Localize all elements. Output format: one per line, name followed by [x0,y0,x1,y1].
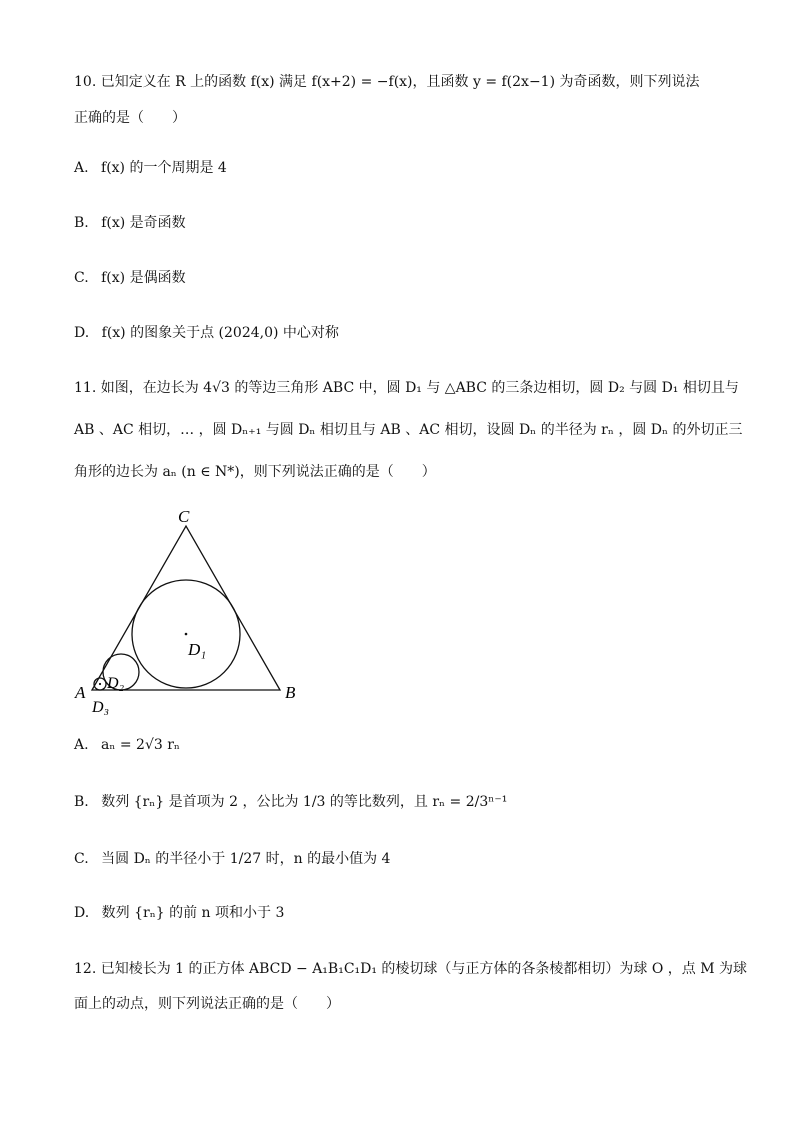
q10-option-a[interactable] [74,158,227,178]
label-d2: D₂ [107,675,125,692]
q11-option-b[interactable] [74,792,507,812]
triangle-abc [92,526,280,690]
label-d3: D₃ [92,699,110,716]
label-a: A [75,683,86,702]
q10-option-d[interactable] [74,323,339,343]
option-text: f(x) 是偶函数 [101,270,186,286]
option-label: B. [74,794,89,810]
q11-option-c[interactable] [74,849,390,869]
q11-line-1: 11. 如图，在边长为 4√3 的等边三角形 ABC 中，圆 D₁ 与 △ABC 的三条边相切，圆 D₂ 与圆 D₁ 相切且与 [74,380,739,396]
q11-option-a[interactable] [74,735,180,755]
q10-line-2: 正确的是（ ） [74,110,186,126]
center-d3-dot [99,683,101,685]
option-text: 当圆 Dₙ 的半径小于 1/27 时，n 的最小值为 4 [101,851,391,867]
center-d1-dot [185,633,188,636]
option-label: C. [74,270,89,286]
option-label: D. [74,905,90,921]
option-text: 数列 {rₙ} 的前 n 项和小于 3 [101,905,285,921]
option-label: B. [74,215,89,231]
q10-line-1: 10. 已知定义在 R 上的函数 f(x) 满足 f(x+2) = −f(x)，且函数 y = f(2x−1) 为奇函数，则下列说法 [74,74,700,90]
q11-line-3: 角形的边长为 aₙ (n ∈ N*)，则下列说法正确的是（ ） [74,464,436,480]
q12-line-1: 12. 已知棱长为 1 的正方体 ABCD − A₁B₁C₁D₁ 的棱切球（与正方体的各条棱都相切）为球 O ，点 M 为球 [74,961,748,977]
option-label: A. [74,737,89,753]
option-text: f(x) 的一个周期是 4 [101,160,227,176]
q11-line-2: AB 、AC 相切，… ，圆 Dₙ₊₁ 与圆 Dₙ 相切且与 AB 、AC 相切，设圆 Dₙ 的半径为 rₙ ，圆 Dₙ 的外切正三 [74,422,743,438]
triangle-circles-figure [60,500,320,718]
q10-option-b[interactable] [74,213,186,233]
label-c: C [178,507,190,526]
q10-option-c[interactable] [74,268,186,288]
q12-line-2: 面上的动点，则下列说法正确的是（ ） [74,996,340,1012]
option-label: D. [74,325,90,341]
option-text: aₙ = 2√3 rₙ [101,737,180,753]
label-d1: D₁ [188,640,207,659]
option-label: C. [74,851,89,867]
option-text: f(x) 是奇函数 [101,215,186,231]
option-text: f(x) 的图象关于点 (2024,0) 中心对称 [101,325,339,341]
q11-option-d[interactable] [74,903,284,923]
option-label: A. [74,160,89,176]
label-b: B [285,683,296,702]
option-text: 数列 {rₙ} 是首项为 2 ，公比为 1/3 的等比数列，且 rₙ = 2/3ⁿ⁻¹ [101,794,508,810]
